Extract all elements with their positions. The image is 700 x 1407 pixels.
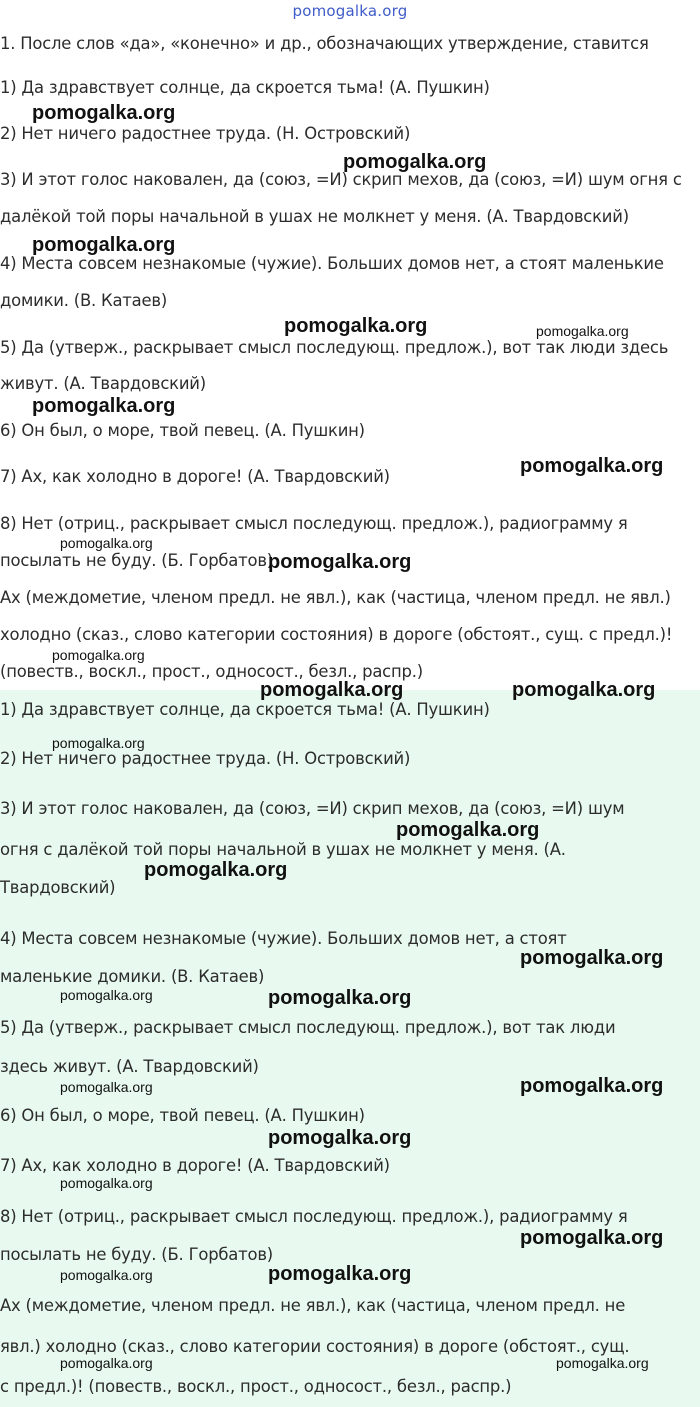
watermark: pomogalka.org bbox=[60, 1355, 153, 1371]
text-line: 4) Места совсем незнакомые (чужие). Больших домов нет, а стоят маленькие bbox=[0, 254, 664, 273]
text-line: 5) Да (утверж., раскрывает смысл последующ. предлож.), вот так люди здесь bbox=[0, 338, 669, 357]
text-line: холодно (сказ., слово категории состояния) в дороге (обстоят., сущ. с предл.)! bbox=[0, 625, 673, 644]
text-line: 7) Ах, как холодно в дороге! (А. Твардовский) bbox=[0, 1156, 390, 1175]
watermark: pomogalka.org bbox=[60, 1175, 153, 1191]
watermark: pomogalka.org bbox=[268, 1127, 412, 1149]
watermark: pomogalka.org bbox=[52, 647, 145, 663]
watermark: pomogalka.org bbox=[343, 151, 487, 173]
watermark: pomogalka.org bbox=[520, 1075, 664, 1097]
watermark: pomogalka.org bbox=[536, 323, 629, 339]
text-line: 2) Нет ничего радостнее труда. (Н. Островский) bbox=[0, 124, 411, 143]
watermark: pomogalka.org bbox=[144, 859, 288, 881]
watermark: pomogalka.org bbox=[268, 987, 412, 1009]
text-line: Ах (междометие, членом предл. не явл.), как (частица, членом предл. не явл.) bbox=[0, 588, 671, 607]
watermark: pomogalka.org bbox=[556, 1355, 649, 1371]
watermark: pomogalka.org bbox=[520, 455, 664, 477]
watermark: pomogalka.org bbox=[520, 947, 664, 969]
text-line: (повеств., воскл., прост., односост., безл., распр.) bbox=[0, 662, 423, 681]
watermark: pomogalka.org bbox=[268, 551, 412, 573]
watermark: pomogalka.org bbox=[32, 234, 176, 256]
text-line: посылать не буду. (Б. Горбатов) bbox=[0, 551, 273, 570]
text-line: здесь живут. (А. Твардовский) bbox=[0, 1057, 259, 1076]
text-line: огня с далёкой той поры начальной в ушах не молкнет у меня. (А. bbox=[0, 840, 566, 859]
text-line: 4) Места совсем незнакомые (чужие). Больших домов нет, а стоят bbox=[0, 929, 567, 948]
watermark: pomogalka.org bbox=[60, 535, 153, 551]
watermark: pomogalka.org bbox=[260, 679, 404, 701]
text-line: далёкой той поры начальной в ушах не молкнет у меня. (А. Твардовский) bbox=[0, 207, 629, 226]
task-intro: 1. После слов «да», «конечно» и др., обозначающих утверждение, ставится bbox=[0, 34, 649, 53]
text-line: 5) Да (утверж., раскрывает смысл последующ. предлож.), вот так люди bbox=[0, 1018, 616, 1037]
text-line: маленькие домики. (В. Катаев) bbox=[0, 967, 265, 986]
text-line: 7) Ах, как холодно в дороге! (А. Твардовский) bbox=[0, 467, 390, 486]
watermark: pomogalka.org bbox=[512, 679, 656, 701]
watermark: pomogalka.org bbox=[284, 315, 428, 337]
watermark: pomogalka.org bbox=[52, 735, 145, 751]
text-line: 8) Нет (отриц., раскрывает смысл последующ. предлож.), радиограмму я bbox=[0, 1207, 628, 1226]
text-line: Ах (междометие, членом предл. не явл.), как (частица, членом предл. не bbox=[0, 1296, 626, 1315]
text-line: живут. (А. Твардовский) bbox=[0, 374, 206, 393]
watermark: pomogalka.org bbox=[32, 395, 176, 417]
watermark: pomogalka.org bbox=[520, 1227, 664, 1249]
watermark: pomogalka.org bbox=[268, 1263, 412, 1285]
text-line: домики. (В. Катаев) bbox=[0, 291, 168, 310]
text-line: 1) Да здравствует солнце, да скроется тьма! (А. Пушкин) bbox=[0, 700, 490, 719]
watermark: pomogalka.org bbox=[32, 102, 176, 124]
watermark: pomogalka.org bbox=[60, 1267, 153, 1283]
text-line: 3) И этот голос наковален, да (союз, =И) скрип мехов, да (союз, =И) шум bbox=[0, 799, 625, 818]
text-line: 6) Он был, о море, твой певец. (А. Пушкин) bbox=[0, 421, 365, 440]
watermark: pomogalka.org bbox=[396, 819, 540, 841]
text-line: 3) И этот голос наковален, да (союз, =И) скрип мехов, да (союз, =И) шум огня с bbox=[0, 170, 682, 189]
text-line: 1) Да здравствует солнце, да скроется тьма! (А. Пушкин) bbox=[0, 78, 490, 97]
text-line: 2) Нет ничего радостнее труда. (Н. Островский) bbox=[0, 749, 411, 768]
text-line: явл.) холодно (сказ., слово категории состояния) в дороге (обстоят., сущ. bbox=[0, 1337, 630, 1356]
text-line: с предл.)! (повеств., воскл., прост., односост., безл., распр.) bbox=[0, 1377, 512, 1396]
watermark: pomogalka.org bbox=[60, 1079, 153, 1095]
text-line: 8) Нет (отриц., раскрывает смысл последующ. предлож.), радиограмму я bbox=[0, 514, 628, 533]
site-link[interactable]: pomogalka.org bbox=[292, 2, 408, 20]
text-line: Твардовский) bbox=[0, 878, 116, 897]
text-line: посылать не буду. (Б. Горбатов) bbox=[0, 1245, 273, 1264]
watermark: pomogalka.org bbox=[60, 987, 153, 1003]
text-line: 6) Он был, о море, твой певец. (А. Пушкин) bbox=[0, 1106, 365, 1125]
